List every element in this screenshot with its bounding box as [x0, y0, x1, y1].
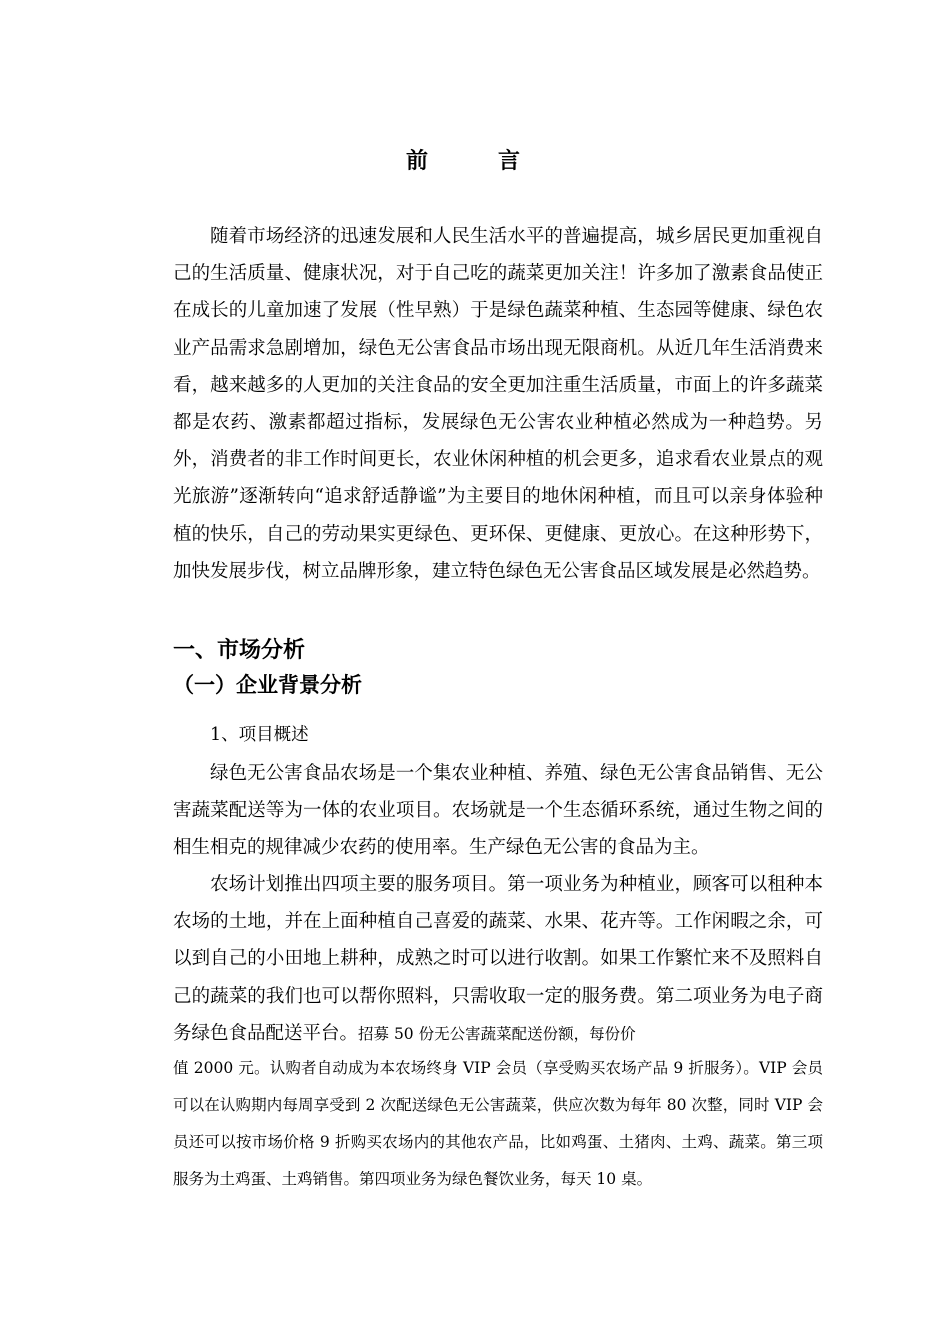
overview-paragraph: 绿色无公害食品农场是一个集农业种植、养殖、绿色无公害食品销售、无公害蔬菜配送等为一体的农业项目。农场就是一个生态循环系统，通过生物之间的相生相克的规律减少农药的使用率。生产绿色无公害的食品为主。: [173, 763, 823, 859]
services-text-main: 农场计划推出四项主要的服务项目。第一项业务为种植业，顾客可以租种本农场的土地，并在上面种植自己喜爱的蔬菜、水果、花卉等。工作闲暇之余，可以到自己的小田地上耕种，成熟之时可以进行收割。如果工作繁忙来不及照料自己的蔬菜的我们也可以帮你照料，只需收取一定的服务费。第二项业务为电子商务绿色食品配送平台。: [173, 874, 823, 1044]
page-title: 前 言: [405, 148, 544, 174]
services-paragraph: [173, 866, 823, 1053]
services-text-quota: 招募 50 份无公害蔬菜配送份额，每份价: [358, 1024, 636, 1043]
services-paragraph-continued: 值 2000 元。认购者自动成为本农场终身 VIP 会员（享受购买农场产品 9 折服务）。VIP 会员可以在认购期内每周享受到 2 次配送绿色无公害蔬菜，供应次数为每年 80 次整，同时 VIP 会员还可以按市场价格 9 折购买农场内的其他农产品，比如鸡蛋、土猪肉、土鸡、蔬菜。第三项服务为土鸡蛋、土鸡销售。第四项业务为绿色餐饮业务，每天 10 桌。: [173, 1059, 823, 1188]
section-heading-market-analysis: 一、市场分析: [173, 637, 306, 663]
item-heading-overview: 1、项目概述: [210, 725, 309, 745]
intro-paragraph: 随着市场经济的迅速发展和人民生活水平的普遍提高，城乡居民更加重视自己的生活质量、健康状况，对于自己吃的蔬菜更加关注！许多加了激素食品使正在成长的儿童加速了发展（性早熟）于是绿色蔬菜种植、生态园等健康、绿色农业产品需求急剧增加，绿色无公害食品市场出现无限商机。从近几年生活消费来看，越来越多的人更加的关注食品的安全更加注重生活质量，市面上的许多蔬菜都是农药、激素都超过指标，发展绿色无公害农业种植必然成为一种趋势。另外，消费者的非工作时间更长，农业休闲种植的机会更多，追求看农业景点的观光旅游”逐渐转向“追求舒适静谧”为主要目的地休闲种植，而且可以亲身体验种植的快乐，自己的劳动果实更绿色、更环保、更健康、更放心。在这种形势下，加快发展步伐，树立品牌形象，建立特色绿色无公害食品区域发展是必然趋势。: [173, 226, 823, 582]
subsection-heading-background: （一）企业背景分析: [173, 672, 362, 697]
